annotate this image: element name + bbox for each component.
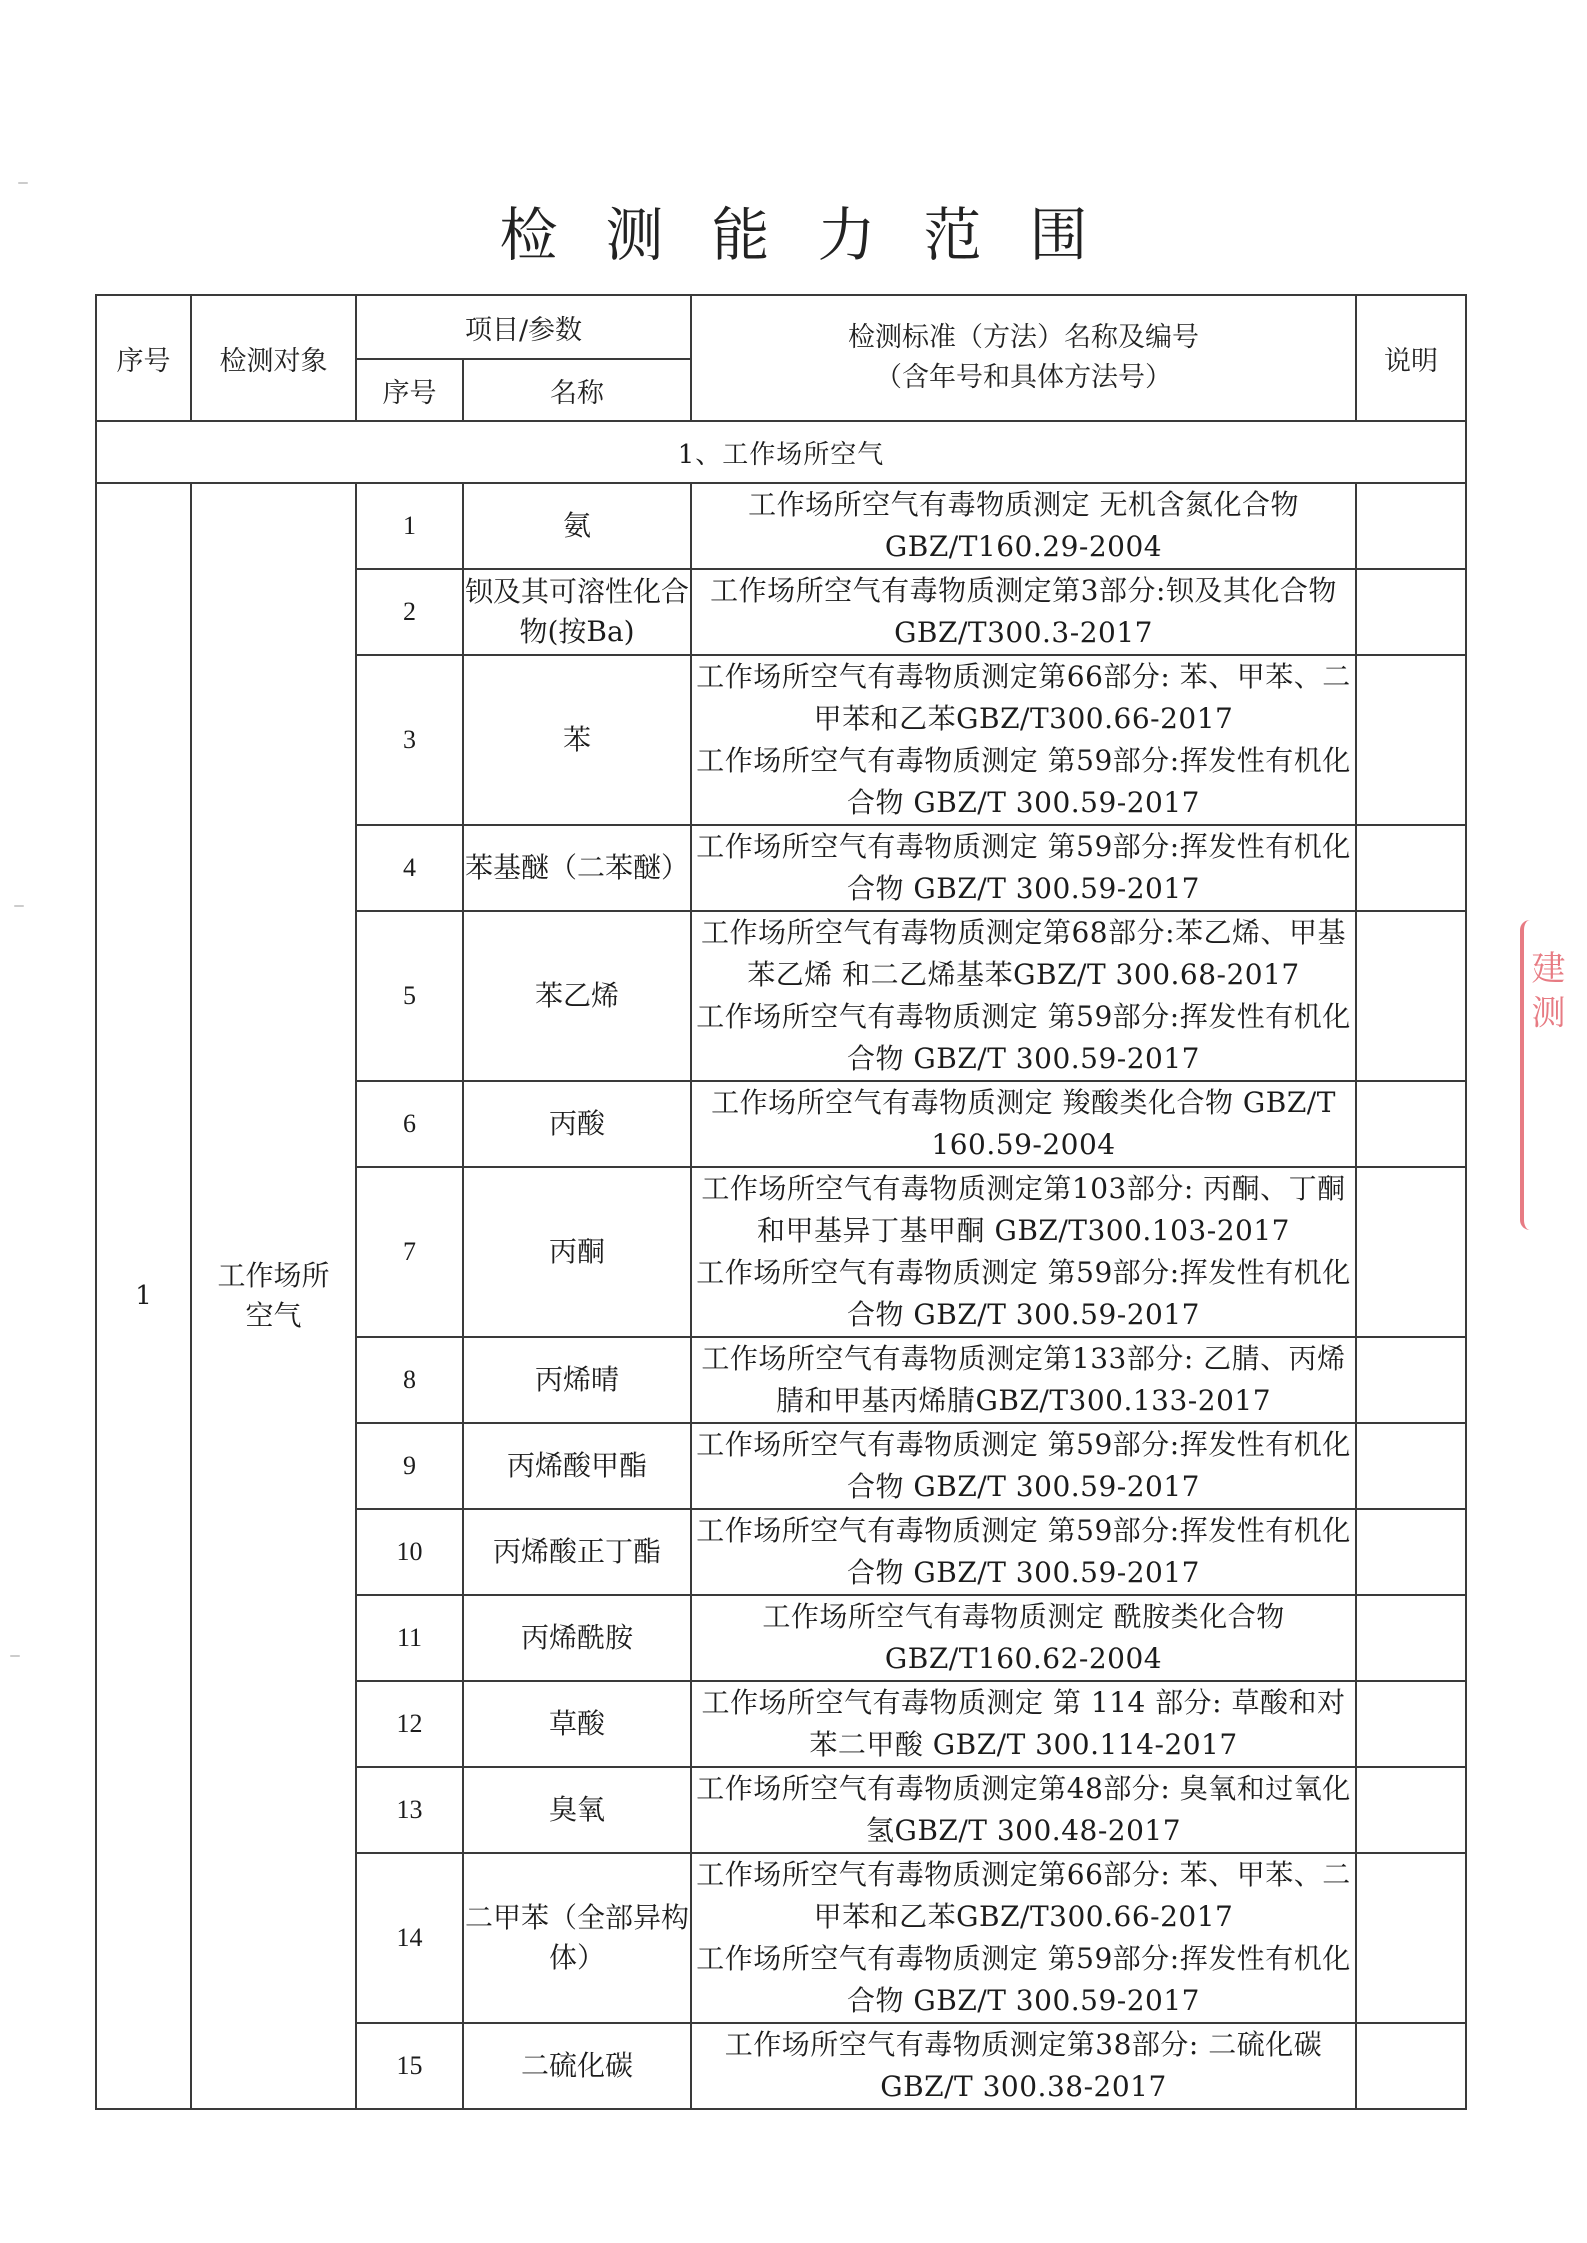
document-title: 检测能力范围: [499, 201, 1136, 269]
item-seq: 9: [356, 1423, 463, 1509]
item-seq: 2: [356, 569, 463, 655]
standard-text: 工作场所空气有毒物质测定第68部分:苯乙烯、甲基苯乙烯 和二乙烯基苯GBZ/T 300.68-2017: [700, 916, 1347, 991]
standard-text: 工作场所空气有毒物质测定第3部分:钡及其化合物GBZ/T300.3-2017: [710, 574, 1337, 649]
item-standard: [691, 1167, 1356, 1337]
item-note: [1356, 1767, 1466, 1853]
item-seq: 1: [356, 483, 463, 569]
header-item-group: 项目/参数: [356, 295, 691, 359]
header-standard: [691, 295, 1356, 421]
item-seq: 4: [356, 825, 463, 911]
section-heading: 1、工作场所空气: [96, 421, 1466, 483]
item-name: 丙烯晴: [463, 1337, 691, 1423]
detection-scope-table: [95, 294, 1467, 2110]
standard-text: 工作场所空气有毒物质测定 第59部分:挥发性有机化合物 GBZ/T 300.59-2017: [696, 1942, 1351, 2017]
item-standard: [691, 483, 1356, 569]
header-object: 检测对象: [191, 295, 356, 421]
item-note: [1356, 655, 1466, 825]
table-row: [96, 483, 1466, 569]
item-name: 氨: [463, 483, 691, 569]
standard-text: 工作场所空气有毒物质测定 无机含氮化合物 GBZ/T160.29-2004: [748, 488, 1299, 563]
group-seq: 1: [96, 483, 191, 2109]
standard-text: 工作场所空气有毒物质测定第103部分: 丙酮、丁酮和甲基异丁基甲酮 GBZ/T300.103-2017: [701, 1172, 1346, 1247]
item-name: 丙烯酸正丁酯: [463, 1509, 691, 1595]
item-standard: [691, 911, 1356, 1081]
item-standard: [691, 1081, 1356, 1167]
item-seq: 6: [356, 1081, 463, 1167]
item-standard: [691, 1767, 1356, 1853]
item-note: [1356, 1167, 1466, 1337]
item-standard: [691, 1509, 1356, 1595]
standard-text: 工作场所空气有毒物质测定 第 114 部分: 草酸和对苯二甲酸 GBZ/T 300.114-2017: [701, 1686, 1346, 1761]
header-standard-line2: （含年号和具体方法号）: [875, 362, 1173, 393]
item-note: [1356, 1509, 1466, 1595]
item-seq: 12: [356, 1681, 463, 1767]
item-standard: [691, 1337, 1356, 1423]
header-standard-line1: 检测标准（方法）名称及编号: [848, 322, 1200, 353]
item-seq: 10: [356, 1509, 463, 1595]
standard-text: 工作场所空气有毒物质测定 酰胺类化合物 GBZ/T160.62-2004: [762, 1600, 1285, 1675]
group-object: [191, 483, 356, 2109]
item-note: [1356, 1853, 1466, 2023]
standard-text: 工作场所空气有毒物质测定 第59部分:挥发性有机化合物 GBZ/T 300.59-2017: [696, 1000, 1351, 1075]
item-name: 丙烯酸甲酯: [463, 1423, 691, 1509]
standard-text: 工作场所空气有毒物质测定第66部分: 苯、甲苯、二甲苯和乙苯GBZ/T300.66-2017: [696, 1858, 1351, 1933]
item-standard: [691, 655, 1356, 825]
item-note: [1356, 825, 1466, 911]
standard-text: 工作场所空气有毒物质测定第38部分: 二硫化碳GBZ/T 300.38-2017: [724, 2028, 1323, 2103]
item-note: [1356, 1081, 1466, 1167]
item-note: [1356, 1337, 1466, 1423]
standard-text: 工作场所空气有毒物质测定 羧酸类化合物 GBZ/T 160.59-2004: [711, 1086, 1336, 1161]
item-note: [1356, 911, 1466, 1081]
scan-speck: [10, 1655, 20, 1657]
standard-text: 工作场所空气有毒物质测定第48部分: 臭氧和过氧化氢GBZ/T 300.48-2017: [696, 1772, 1351, 1847]
item-seq: 13: [356, 1767, 463, 1853]
item-seq: 7: [356, 1167, 463, 1337]
item-standard: [691, 2023, 1356, 2109]
item-standard: [691, 1423, 1356, 1509]
header-item-name: 名称: [463, 359, 691, 421]
item-note: [1356, 1595, 1466, 1681]
standard-text: 工作场所空气有毒物质测定第66部分: 苯、甲苯、二甲苯和乙苯GBZ/T300.66-2017: [696, 660, 1351, 735]
item-name: 臭氧: [463, 1767, 691, 1853]
item-name: 苯基醚（二苯醚）: [463, 825, 691, 911]
scan-speck: [18, 182, 28, 184]
item-name: 草酸: [463, 1681, 691, 1767]
item-name: 二硫化碳: [463, 2023, 691, 2109]
item-name: 丙烯酰胺: [463, 1595, 691, 1681]
item-seq: 3: [356, 655, 463, 825]
item-note: [1356, 2023, 1466, 2109]
header-item-seq: 序号: [356, 359, 463, 421]
standard-text: 工作场所空气有毒物质测定第133部分: 乙腈、丙烯腈和甲基丙烯腈GBZ/T300.133-2017: [701, 1342, 1346, 1417]
header-note: 说明: [1356, 295, 1466, 421]
scan-speck: [14, 905, 24, 907]
item-standard: [691, 825, 1356, 911]
standard-text: 工作场所空气有毒物质测定 第59部分:挥发性有机化合物 GBZ/T 300.59-2017: [696, 1256, 1351, 1331]
standard-text: 工作场所空气有毒物质测定 第59部分:挥发性有机化合物 GBZ/T 300.59-2017: [696, 1514, 1351, 1589]
item-note: [1356, 1423, 1466, 1509]
item-standard: [691, 1595, 1356, 1681]
item-seq: 11: [356, 1595, 463, 1681]
item-note: [1356, 1681, 1466, 1767]
item-standard: [691, 1853, 1356, 2023]
item-seq: 14: [356, 1853, 463, 2023]
standard-text: 工作场所空气有毒物质测定 第59部分:挥发性有机化合物 GBZ/T 300.59-2017: [696, 1428, 1351, 1503]
item-name: 二甲苯（全部异构体）: [463, 1853, 691, 2023]
item-seq: 8: [356, 1337, 463, 1423]
standard-text: 工作场所空气有毒物质测定 第59部分:挥发性有机化合物 GBZ/T 300.59-2017: [696, 744, 1351, 819]
item-note: [1356, 483, 1466, 569]
group-object-label: 工作场所空气: [217, 1259, 330, 1332]
item-name: 丙酮: [463, 1167, 691, 1337]
item-standard: [691, 1681, 1356, 1767]
header-seq: 序号: [96, 295, 191, 421]
item-name: 苯: [463, 655, 691, 825]
red-seal-stamp: 建 测: [1520, 920, 1570, 1230]
item-seq: 15: [356, 2023, 463, 2109]
item-name: 苯乙烯: [463, 911, 691, 1081]
item-standard: [691, 569, 1356, 655]
item-seq: 5: [356, 911, 463, 1081]
item-note: [1356, 569, 1466, 655]
standard-text: 工作场所空气有毒物质测定 第59部分:挥发性有机化合物 GBZ/T 300.59-2017: [696, 830, 1351, 905]
item-name: 钡及其可溶性化合物(按Ba): [463, 569, 691, 655]
item-name: 丙酸: [463, 1081, 691, 1167]
